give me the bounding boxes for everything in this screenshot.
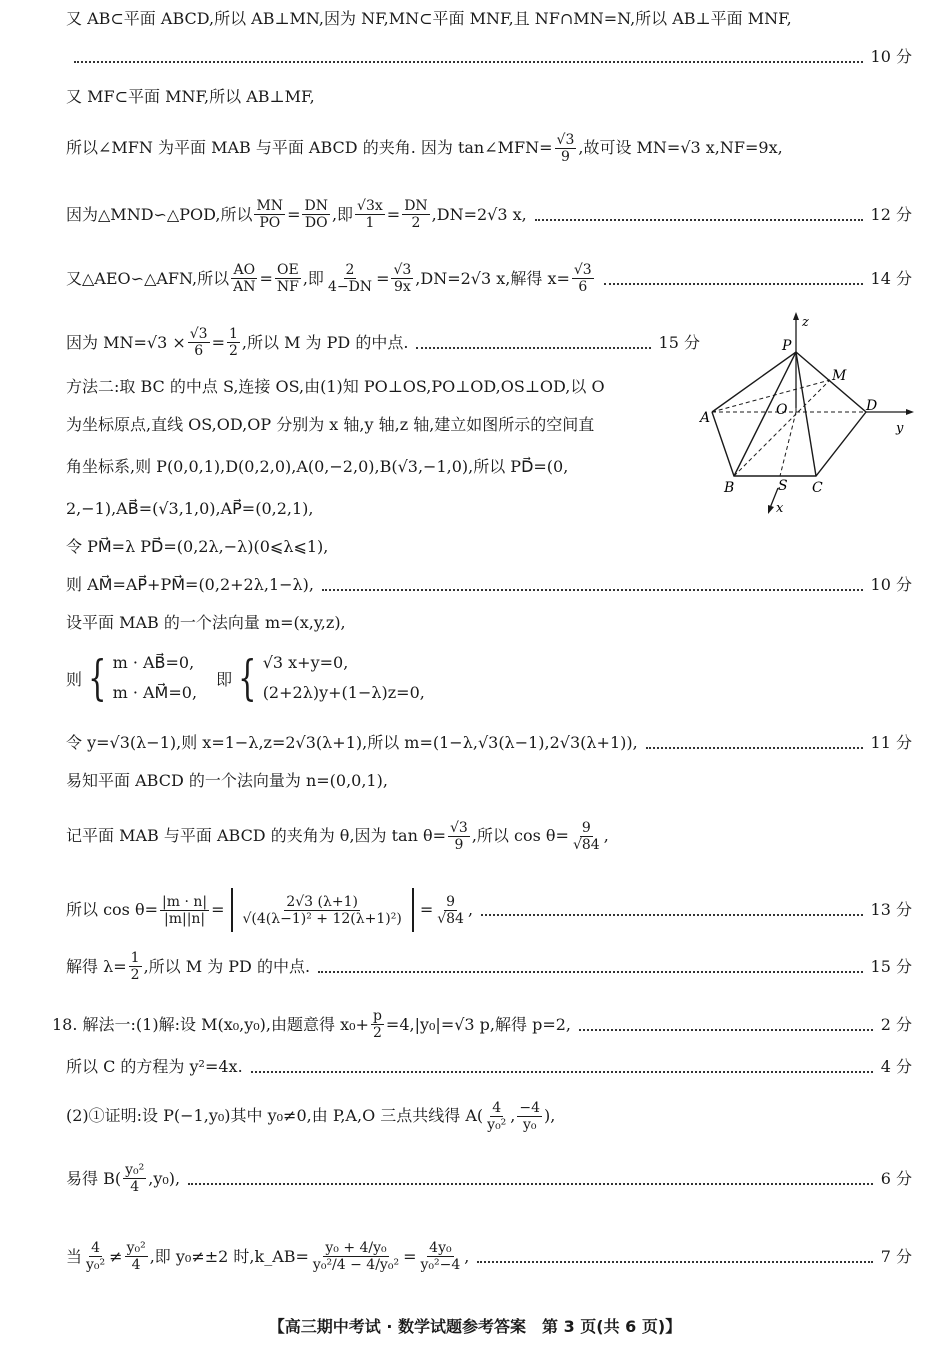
score: 10 分 (870, 47, 912, 66)
fraction: $\frac{2}{4-DN}$ (327, 262, 373, 295)
score-line: 又△AEO∽△AFN,所以 $\frac{AO}{AN}$ = $\frac{OE}{NF}$ ,即 $\frac{2}{4-DN}$ = $\frac{√3}{9x}$ ,DN=2√3 x,解得 x= $\frac{√3}{6}$ 14 分 (66, 262, 912, 295)
figure-label: M (832, 368, 847, 384)
score: 12 分 (870, 204, 912, 224)
dotted-leader (188, 1173, 873, 1185)
figure-label: S (778, 478, 788, 494)
fraction: $\frac{2√3 (\lambda+1)}{\text{√(4(λ−1)² + 12(λ+1)²)}}$ (242, 893, 402, 927)
score-line: 因为 MN=√3 × $\frac{√3}{6}$ = $\frac{1}{2}$ ,所以 M 为 PD 的中点. 15 分 (66, 326, 700, 359)
text-line: 为坐标原点,直线 OS,OD,OP 分别为 x 轴,y 轴,z 轴,建立如图所示的空间直 (66, 415, 595, 434)
fraction: $\frac{MN}{PO}$ (256, 198, 284, 231)
text-line: 易知平面 ABCD 的一个法向量为 n=(0,0,1), (66, 771, 388, 790)
fraction: $\frac{9}{√84}$ (437, 893, 464, 927)
score: 13 分 (870, 900, 912, 919)
score: 15 分 (658, 332, 700, 352)
score: 6 分 (880, 1168, 912, 1188)
fraction: $\frac{√3}{9}$ (450, 820, 468, 853)
dotted-leader (535, 209, 863, 221)
score-line: 18. 解法一:(1)解:设 M(x₀,y₀),由题意得 x₀+ $\frac{p}{2}$ =4,|y₀|=√3 p,解得 p=2, 2 分 (52, 1008, 912, 1041)
score-line: 所以 cos θ= $\frac{|m \cdot n|}{|m||n|}$ = $\frac{2√3 (\lambda+1)}{\text{√(4(λ−1)² + 12(λ+1)²)}}$ = $\frac{9}{√84}$ , 13 分 (66, 888, 912, 932)
score: 7 分 (880, 1246, 912, 1266)
text-line: 令 PM⃗=λ PD⃗=(0,2λ,−λ)(0⩽λ⩽1), (66, 537, 329, 556)
dotted-leader (477, 1251, 872, 1263)
fraction: $\frac{4}{\text{y₀²}}$ (86, 1240, 106, 1273)
figure-label: C (812, 480, 823, 496)
fraction: $\frac{\text{y₀²}}{4}$ (126, 1240, 146, 1273)
fraction: $\frac{√3x}{1}$ (357, 198, 383, 231)
score-line: 令 y=√3(λ−1),则 x=1−λ,z=2√3(λ+1),所以 m=(1−λ,√3(λ−1),2√3(λ+1)), 11 分 (66, 733, 912, 752)
fraction: $\frac{AO}{AN}$ (233, 262, 256, 295)
score: 15 分 (870, 956, 912, 976)
text-line: 所以∠MFN 为平面 MAB 与平面 ABCD 的夹角. 因为 tan∠MFN= $\frac{√3}{9}$ ,故可设 MN=√3 x,NF=9x, (66, 132, 783, 165)
fraction: $\frac{9}{√84}$ (572, 820, 600, 853)
dotted-leader (646, 737, 863, 749)
figure-label: y (896, 421, 904, 436)
fraction: $\frac{\text{4y₀}}{\text{y₀²−4}}$ (420, 1240, 461, 1273)
dotted-leader (322, 579, 863, 591)
text-line: 设平面 MAB 的一个法向量 m=(x,y,z), (66, 613, 346, 632)
score: 14 分 (870, 268, 912, 288)
dotted-leader (251, 1061, 873, 1073)
text-line: 又 MF⊂平面 MNF,所以 AB⊥MF, (66, 87, 315, 106)
score-line: 当 $\frac{4}{\text{y₀²}}$ ≠ $\frac{\text{y₀²}}{4}$ ,即 y₀≠±2 时,k_AB= $\frac{\text{y₀ + 4/y₀}}{\text{y₀²/4 − 4/y₀²}}$ = $\frac{\text{4y₀}}{\text{y₀²−4}}$ , 7 分 (66, 1240, 912, 1273)
fraction: $\frac{√3}{6}$ (189, 326, 208, 359)
fraction: $\frac{1}{2}$ (228, 326, 238, 359)
figure-label: x (776, 501, 784, 516)
figure-label: D (866, 398, 878, 414)
fraction: $\frac{√3}{6}$ (573, 262, 592, 295)
fraction: $\frac{1}{2}$ (130, 950, 140, 983)
score-line: 易得 B( $\frac{\text{y₀²}}{4}$ ,y₀), 6 分 (66, 1162, 912, 1195)
text-line: 方法二:取 BC 的中点 S,连接 OS,由(1)知 PO⊥OS,PO⊥OD,OS⊥OD,以 O (66, 377, 605, 396)
fraction: $\frac{DN}{2}$ (404, 198, 428, 231)
dotted-leader (74, 51, 863, 63)
dotted-leader (604, 273, 863, 285)
score: 2 分 (880, 1014, 912, 1034)
score: 10 分 (870, 575, 912, 594)
fraction: $\frac{\text{y₀²}}{4}$ (125, 1162, 145, 1195)
dotted-leader (416, 337, 650, 349)
text-line: 2,−1),AB⃗=(√3,1,0),AP⃗=(0,2,1), (66, 499, 314, 518)
score-line: 则 AM⃗=AP⃗+PM⃗=(0,2+2λ,1−λ), 10 分 (66, 575, 912, 594)
figure-label: P (782, 338, 792, 354)
fraction: $\frac{\text{y₀ + 4/y₀}}{\text{y₀²/4 − 4/y₀²}}$ (312, 1240, 400, 1273)
text-line: 角坐标系,则 P(0,0,1),D(0,2,0),A(0,−2,0),B(√3,−1,0),所以 PD⃗=(0, (66, 457, 569, 476)
text-line: (2)①证明:设 P(−1,y₀)其中 y₀≠0,由 P,A,O 三点共线得 A( $\frac{4}{\text{y₀²}}$ , $\frac{-4}{\text{y₀}}$ ), (66, 1100, 556, 1133)
page-footer: 【高三期中考试 · 数学试题参考答案 第 3 页(共 6 页)】 (268, 1317, 682, 1336)
fraction: $\frac{√3}{9}$ (556, 132, 575, 165)
figure-label: A (700, 410, 711, 426)
text-line: 又 AB⊂平面 ABCD,所以 AB⊥MN,因为 NF,MN⊂平面 MNF,且 NF∩MN=N,所以 AB⊥平面 MNF, (66, 9, 792, 28)
pyramid-figure (696, 308, 916, 520)
figure-label: z (802, 315, 809, 330)
fraction: $\frac{DN}{DO}$ (304, 198, 328, 231)
fraction: $\frac{OE}{NF}$ (276, 262, 299, 295)
dotted-leader (318, 961, 862, 973)
figure-label: B (724, 480, 735, 496)
score-line: 解得 λ= $\frac{1}{2}$ ,所以 M 为 PD 的中点. 15 分 (66, 950, 912, 983)
fraction: $\frac{√3}{9x}$ (393, 262, 412, 295)
score: 4 分 (880, 1057, 912, 1076)
score-line (66, 46, 912, 68)
figure-label: O (776, 402, 788, 418)
score: 11 分 (870, 733, 912, 752)
score-line: 因为△MND∽△POD,所以 $\frac{MN}{PO}$ = $\frac{DN}{DO}$ ,即 $\frac{√3x}{1}$ = $\frac{DN}{2}$ ,DN=2√3 x, 12 分 (66, 198, 912, 231)
text-line: 记平面 MAB 与平面 ABCD 的夹角为 θ,因为 tan θ= $\frac{√3}{9}$ ,所以 cos θ= $\frac{9}{√84}$ , (66, 820, 609, 853)
fraction: $\frac{-4}{\text{y₀}}$ (519, 1100, 541, 1133)
dotted-leader (579, 1019, 873, 1031)
equation-system: 则 { m · AB⃗=0, m · AM⃗=0, 即 { √3 x+y=0, (2+2λ)y+(1−λ)z=0, (66, 650, 425, 706)
fraction: $\frac{|m \cdot n|}{|m||n|}$ (162, 893, 208, 927)
score-line: 所以 C 的方程为 y²=4x. 4 分 (66, 1057, 912, 1076)
fraction: $\frac{4}{\text{y₀²}}$ (487, 1100, 507, 1133)
dotted-leader (481, 904, 862, 916)
fraction: $\frac{p}{2}$ (372, 1008, 382, 1041)
